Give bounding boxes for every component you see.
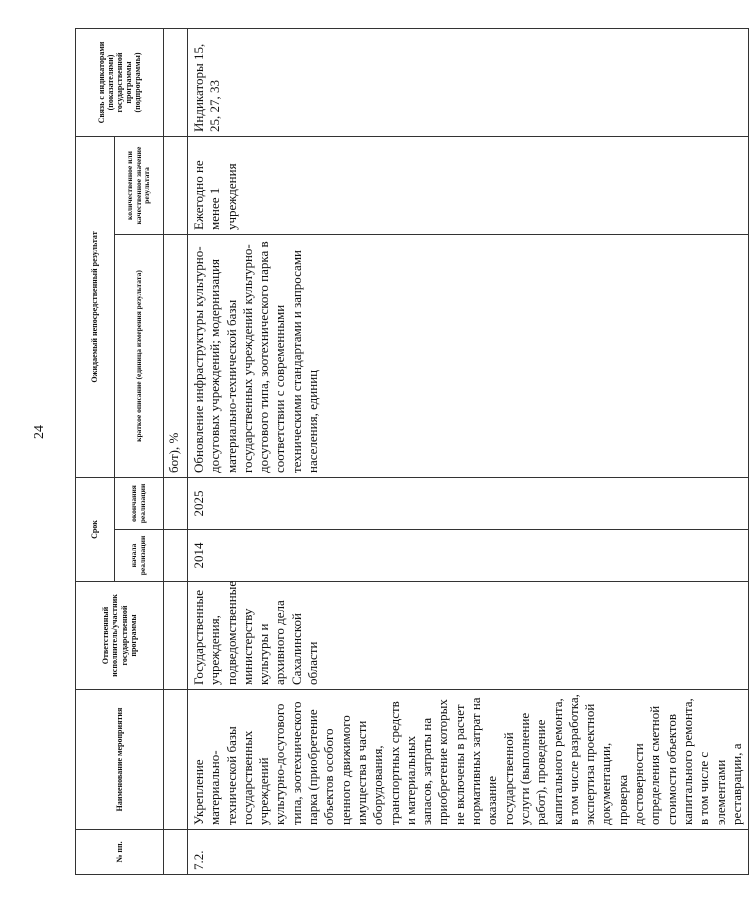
- header-number: № пп.: [76, 830, 164, 875]
- row-result-short: Обновление инфраструктуры культурно-досуговых учреждений; модернизация материально-технической базы государственных учреждений культурно-досугового типа, зоотехнического парка в соответствии с современными техническими стандартами и запросами населения, единиц: [188, 235, 749, 478]
- continuation-result-short: бот), %: [164, 235, 188, 478]
- cell-empty: [164, 582, 188, 690]
- cell-empty: [164, 830, 188, 875]
- header-name: Наименование мероприятия: [76, 690, 164, 830]
- cell-empty: [164, 29, 188, 137]
- cell-empty: [164, 530, 188, 582]
- page-number: 24: [32, 425, 47, 439]
- header-result-quant: количественное или качественное значение результата: [115, 137, 164, 235]
- cell-empty: [164, 137, 188, 235]
- header-term: Срок: [76, 478, 115, 582]
- table-row: [188, 29, 749, 875]
- rotated-table-region: [75, 29, 744, 875]
- header-link: Связь с индикаторами (показателями) государственной программы (подпрограммы): [76, 29, 164, 137]
- row-number: 7.2.: [188, 830, 749, 875]
- header-term-end: окончания реализации: [115, 478, 164, 530]
- cell-empty: [164, 478, 188, 530]
- header-result-short: краткое описание (единица измерения результата): [115, 235, 164, 478]
- row-result-quant: Ежегодно не менее 1 учреждения: [188, 137, 749, 235]
- cell-empty: [164, 690, 188, 830]
- row-link: Индикаторы 15, 25, 27, 33: [188, 29, 749, 137]
- continuation-row: [164, 29, 188, 875]
- header-result: Ожидаемый непосредственный результат: [76, 137, 115, 478]
- row-end: 2025: [188, 478, 749, 530]
- header-term-start: начала реализации: [115, 530, 164, 582]
- header-responsible: Ответственный исполнитель/участник государственной программы: [76, 582, 164, 690]
- header-row: [76, 29, 115, 875]
- row-start: 2014: [188, 530, 749, 582]
- row-name: Укрепление материально-технической базы государственных учреждений культурно-досугового типа, зоотехнического парка (приобретение объектов особого ценного движимого имущества в части оборудования, транспортных средств и материальных запасов, затраты на приобретение которых не включены в расчет нормативных затрат на оказание государственной услуги (выполнение работ), проведение капитального ремонта, в том числе разработка, экспертиза проектной документации, проверка достоверности определения сметной стоимости объектов капитального ремонта, в том числе с элементами реставрации, а: [188, 690, 749, 830]
- row-responsible: Государственные учреждения, подведомственные министерству культуры и архивного дела Сахалинской области: [188, 582, 749, 690]
- measures-table: [75, 28, 749, 875]
